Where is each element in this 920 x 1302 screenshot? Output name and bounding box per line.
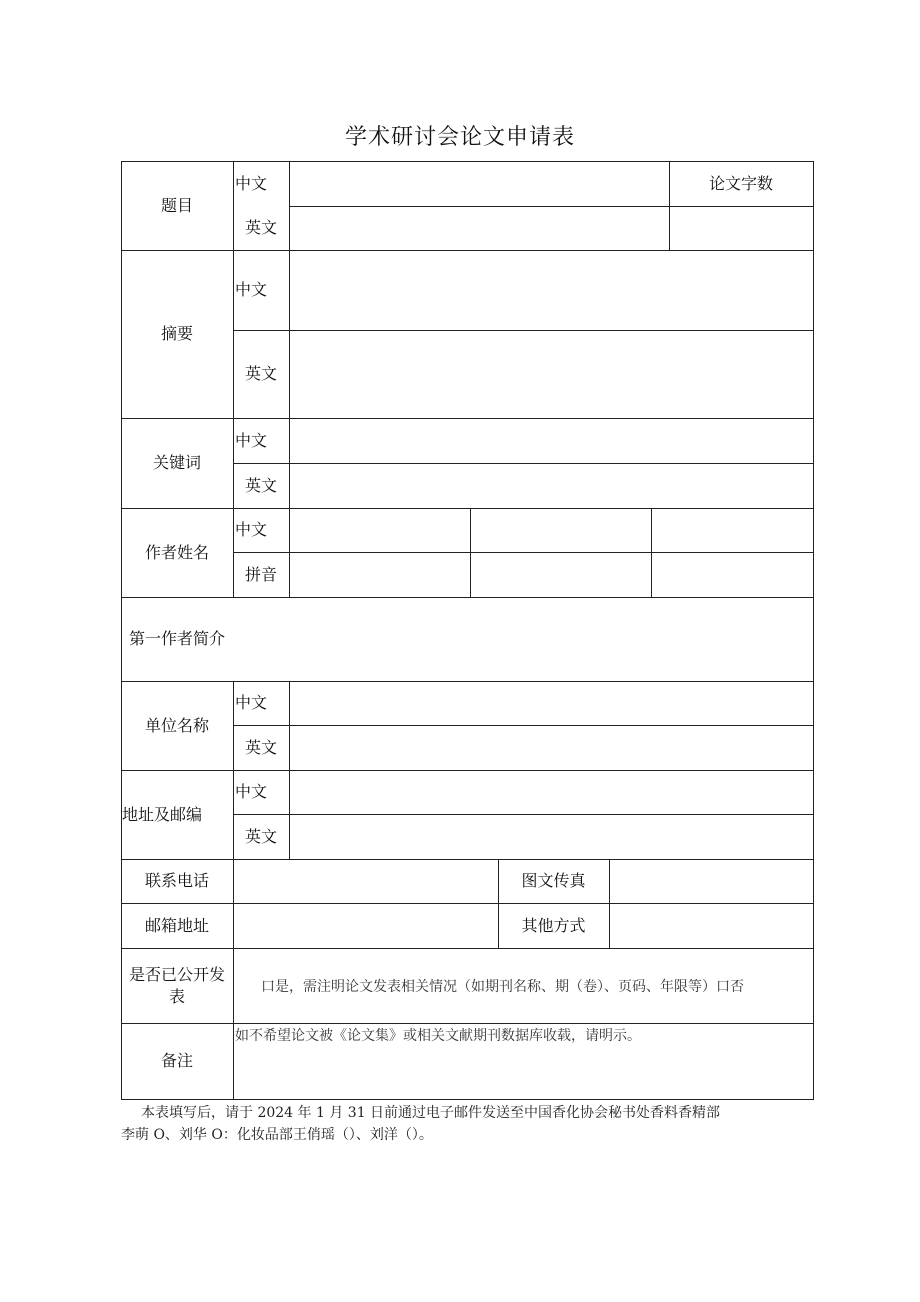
author-zh-field-3[interactable] — [652, 509, 813, 552]
form-title: 学术研讨会论文申请表 — [344, 125, 575, 150]
fax-label: 图文传真 — [521, 871, 586, 890]
keywords-en-field[interactable] — [290, 464, 813, 508]
other-contact-field[interactable] — [610, 904, 813, 948]
abstract-en-label: 英文 — [244, 364, 277, 383]
author-pinyin-field-1[interactable] — [290, 553, 470, 597]
abstract-zh-label: 中文 — [235, 280, 268, 299]
remarks-note: 如不希望论文被《论文集》或相关文献期刊数据库收载，请明示。 — [235, 1028, 641, 1044]
keywords-zh-label: 中文 — [235, 430, 268, 450]
abstract-zh-field[interactable] — [290, 251, 813, 330]
keywords-label: 关键词 — [152, 453, 201, 472]
phone-field[interactable] — [234, 860, 498, 903]
organization-en-label: 英文 — [244, 737, 277, 757]
organization-label: 单位名称 — [144, 715, 209, 735]
first-author-bio-field[interactable] — [234, 598, 813, 681]
address-zh-label: 中文 — [235, 782, 268, 801]
topic-zh-field[interactable] — [290, 162, 669, 206]
first-author-bio-label: 第一作者简介 — [128, 629, 225, 648]
organization-zh-field[interactable] — [290, 682, 813, 725]
fax-field[interactable] — [610, 860, 813, 903]
published-label-line2: 表 — [168, 986, 185, 1006]
author-pinyin-field-3[interactable] — [652, 553, 813, 597]
remarks-label: 备注 — [160, 1051, 193, 1070]
other-contact-label: 其他方式 — [521, 915, 586, 935]
footer-line-1: 本表填写后，请于 2024 年 1 月 31 日前通过电子邮件发送至中国香化协会秘书处香料香精部 — [141, 1105, 721, 1121]
address-en-field[interactable] — [290, 815, 813, 859]
abstract-en-field[interactable] — [290, 331, 813, 418]
abstract-label: 摘要 — [160, 324, 193, 343]
email-field[interactable] — [234, 904, 498, 948]
email-label: 邮箱地址 — [144, 915, 209, 935]
application-form-table — [121, 161, 814, 1100]
author-pinyin-label: 拼音 — [244, 564, 277, 584]
grid-line — [121, 1099, 814, 1100]
keywords-en-label: 英文 — [244, 475, 277, 495]
phone-label: 联系电话 — [144, 871, 209, 890]
remarks-field[interactable] — [234, 1045, 813, 1099]
grid-line — [813, 161, 814, 1100]
author-names-label: 作者姓名 — [144, 542, 209, 562]
topic-label: 题目 — [160, 195, 193, 215]
address-en-label: 英文 — [244, 826, 277, 846]
author-zh-field-2[interactable] — [471, 509, 651, 552]
author-zh-label: 中文 — [235, 520, 268, 539]
word-count-field[interactable] — [670, 207, 813, 250]
organization-zh-label: 中文 — [235, 693, 268, 712]
address-zh-field[interactable] — [290, 771, 813, 814]
published-label — [121, 948, 233, 1023]
topic-en-label: 英文 — [244, 218, 277, 237]
footer-line-2: 李萌 O、刘华 O：化妆品部王俏瑶（）、刘洋（）。 — [121, 1127, 433, 1143]
author-zh-field-1[interactable] — [290, 509, 470, 552]
author-pinyin-field-2[interactable] — [471, 553, 651, 597]
address-label: 地址及邮编 — [122, 804, 203, 824]
published-options[interactable]: 口是，需注明论文发表相关情况（如期刊名称、期（卷）、页码、年限等）口否 — [261, 979, 744, 995]
topic-en-field[interactable] — [290, 207, 669, 250]
keywords-zh-field[interactable] — [290, 419, 813, 463]
published-label-line1: 是否已公开发 — [128, 964, 225, 984]
topic-zh-label: 中文 — [235, 173, 268, 193]
word-count-label: 论文字数 — [708, 173, 773, 193]
organization-en-field[interactable] — [290, 726, 813, 770]
